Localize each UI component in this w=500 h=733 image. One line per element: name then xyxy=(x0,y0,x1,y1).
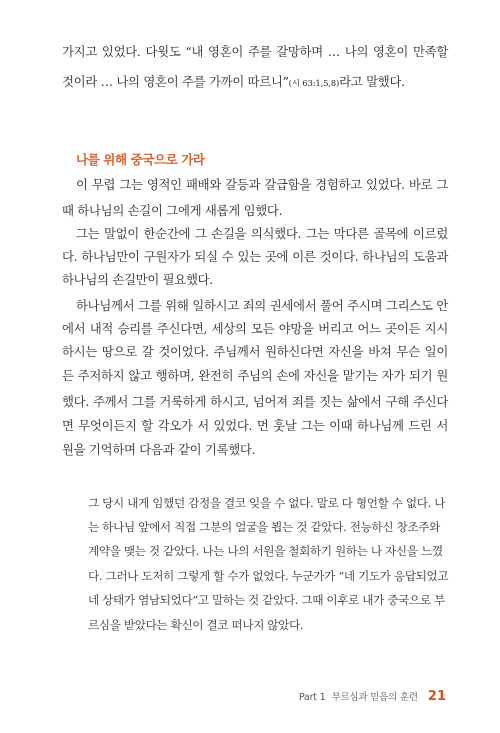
scripture-citation: (시 63:1,5,8) xyxy=(288,79,340,89)
body-line: 그는 말없이 한순간에 그 손길을 의식했다. 그는 막다른 골목에 이르렀 xyxy=(76,226,448,241)
quote-line: 네 상태가 염남되었다”고 말하는 것 같았다. 그때 이후로 내가 중국으로 부 xyxy=(88,593,445,607)
footer-part-label: Part 1 xyxy=(298,692,326,703)
intro-line-2-end: 라고 말했다. xyxy=(339,74,405,89)
body-line: 때 하나님의 손길이 그에게 새롭게 임했다. xyxy=(62,203,283,218)
page-footer xyxy=(299,689,446,704)
body-line: 원을 기억하며 다음과 같이 기록했다. xyxy=(62,442,256,457)
body-line: 했다. 주께서 그를 거룩하게 하시고, 넘어져 죄를 짓는 삶에서 구해 주신다 xyxy=(62,394,448,409)
intro-line-2 xyxy=(62,74,448,92)
quote-line: 계약을 맺는 것 같았다. 나는 나의 서원을 철회하기 원하는 나 자신을 느꼈 xyxy=(88,544,443,558)
intro-line-1: 가지고 있었다. 다윗도 “내 영혼이 주를 갈망하며 … 나의 영혼이 만족할 xyxy=(62,44,448,59)
quote-line: 그 당시 내게 임했던 감정을 결코 잊을 수 없다. 말로 다 형언할 수 없다. 나 xyxy=(88,496,446,510)
body-line: 하나님께서 그를 위해 일하시고 죄의 권세에서 풀어 주시며 그리스도 안 xyxy=(76,298,448,313)
body-line: 면 무엇이든지 할 각오가 서 있었다. 먼 훗날 그는 이때 하나님께 드린 서 xyxy=(62,418,448,433)
body-line: 에서 내적 승리를 주신다면, 세상의 모든 야망을 버리고 어느 곳이든 지시 xyxy=(62,321,448,336)
body-line: 다. 하나님만이 구원자가 되실 수 있는 곳에 이른 것이다. 하나님의 도움과 xyxy=(62,249,448,264)
page-number: 21 xyxy=(427,689,446,704)
intro-line-2-text: 것이라 … 나의 영혼이 주를 가까이 따르니” xyxy=(62,74,289,89)
body-line: 이 무렵 그는 영적인 패배와 갈등과 갈급함을 경험하고 있었다. 바로 그 xyxy=(76,177,448,192)
quote-line: 르심을 받았다는 확신이 결코 떠나지 않았다. xyxy=(88,618,304,632)
body-line: 하나님의 손길만이 필요했다. xyxy=(62,272,213,287)
body-line: 하시는 땅으로 갈 것이었다. 주님께서 원하신다면 자신을 바쳐 무슨 일이 xyxy=(62,344,448,359)
quote-line: 다. 그러나 도저히 그렇게 할 수가 없었다. 누군가가 “네 기도가 응답되었고 xyxy=(88,569,449,583)
footer-section-title: 부르심과 믿음의 훈련 xyxy=(331,692,418,703)
quote-line: 는 하나님 앞에서 직접 그분의 얼굴을 뵙는 것 같았다. 전능하신 창조주와 xyxy=(88,520,440,534)
body-line: 든 주저하지 않고 행하며, 완전히 주님의 손에 자신을 맡기는 자가 되기 원 xyxy=(62,368,448,383)
section-heading: 나를 위해 중국으로 가라 xyxy=(76,152,205,167)
